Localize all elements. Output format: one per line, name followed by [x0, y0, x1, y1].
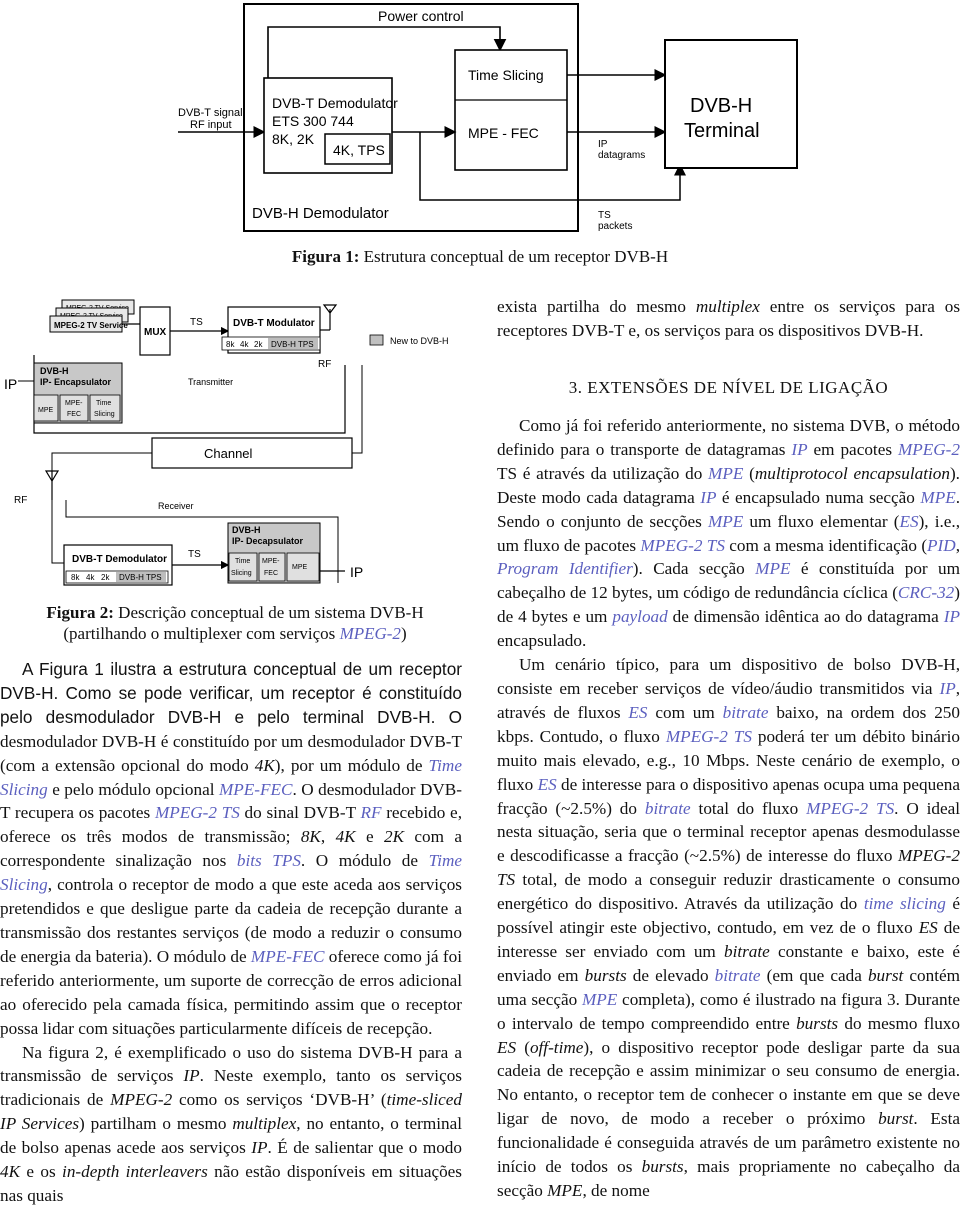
svg-text:IP: IP [350, 564, 364, 580]
svg-text:packets: packets [598, 221, 633, 232]
rf-input-label: RF input [190, 119, 232, 131]
svg-text:Receiver: Receiver [158, 501, 194, 511]
svg-text:DVB-H TPS: DVB-H TPS [271, 340, 314, 349]
svg-text:Terminal: Terminal [684, 120, 760, 142]
svg-text:4K, TPS: 4K, TPS [333, 142, 385, 158]
dvbt-signal-label: DVB-T signal [178, 107, 243, 119]
svg-text:8K, 2K: 8K, 2K [272, 131, 315, 147]
svg-text:DVB-H: DVB-H [40, 366, 69, 376]
svg-text:TS: TS [188, 549, 201, 560]
svg-text:TS: TS [190, 317, 203, 328]
svg-text:8k: 8k [71, 573, 80, 582]
svg-text:Time: Time [235, 558, 251, 565]
right-column-top-text: exista partilha do mesmo multiplex entre os serviços para os receptores DVB-T e, os serviços para os dispositivos DVB-H. [497, 297, 960, 340]
section-heading: 3. EXTENSÕES DE NÍVEL DE LIGAÇÃO [568, 378, 889, 397]
svg-text:DVB-T Demodulator: DVB-T Demodulator [272, 95, 398, 111]
svg-text:2k: 2k [101, 573, 110, 582]
figure-1-caption: Figura 1: Estrutura conceptual de um receptor DVB-H [291, 247, 669, 266]
svg-text:RF: RF [318, 359, 332, 370]
paragraph-figura1: A Figura 1 ilustra a estrutura conceptual de um receptor DVB-H. Como se pode verificar, um receptor é constituído pelo desmodulador DVB-H e pelo terminal DVB-H. O desmodulador DVB-H é constituído por um desmodulador DVB-T (com a extensão opcional do modo 4K), por um módulo de Time Slicing e pelo módulo opcional MPE-FEC. O desmodulador DVB-T recupera os pacotes MPEG-2 TS do sinal DVB-T RF recebido e, oferece os três modos de transmissão; 8K, 4K e 2K com a correspondente sinalização nos bits TPS. O módulo de Time Slicing, controla o receptor de modo a que este aceda aos serviços pretendidos e que desligue parte da cadeia de recepção durante a transmissão dos restantes serviços (de modo a reduzir o consumo de energia da bateria). O módulo de MPE-FEC oferece como já foi referido anteriormente, um suporte de correcção de erros adicional ao oferecido pela camada física, permitindo assim que o receptor possa lidar com situações particularmente difíceis de recepção. [0, 659, 463, 1038]
svg-text:DVB-T Modulator: DVB-T Modulator [233, 318, 315, 329]
paragraph-figura2: Na figura 2, é exemplificado o uso do sistema DVB-H para a transmissão de serviços IP. Neste exemplo, tanto os serviços tradicionais de MPEG-2 como os serviços ‘DVB-H’ (time-sliced IP Services) partilham o mesmo multiplex, no entanto, o terminal de bolso apenas acede aos serviços IP. É de salientar que o modo 4K e os in-depth interleavers não estão disponíveis em situações nas quais [0, 1042, 463, 1205]
svg-text:Slicing: Slicing [231, 570, 252, 577]
svg-text:2k: 2k [254, 340, 263, 349]
figure-1-diagram [150, 0, 810, 242]
svg-text:IP: IP [598, 139, 608, 150]
figure-2 [0, 295, 470, 595]
left-column-text [0, 658, 462, 1208]
svg-text:DVB-T Demodulator: DVB-T Demodulator [72, 554, 167, 565]
svg-text:MUX: MUX [144, 327, 167, 338]
svg-text:FEC: FEC [67, 411, 81, 418]
svg-text:8k: 8k [226, 340, 235, 349]
svg-text:Slicing: Slicing [94, 411, 115, 418]
figure-1 [150, 0, 810, 242]
svg-text:DVB-H: DVB-H [690, 95, 753, 117]
svg-text:IP- Decapsulator: IP- Decapsulator [232, 536, 304, 546]
figure-2-caption: Figura 2: Descrição conceptual de um sistema DVB-H (partilhando o multiplexer com serviços MPEG-2) [46, 603, 424, 643]
svg-text:MPE-: MPE- [65, 400, 83, 407]
right-column-text [497, 414, 960, 1203]
svg-text:Transmitter: Transmitter [188, 377, 234, 387]
svg-text:New to DVB-H: New to DVB-H [390, 336, 449, 346]
svg-text:ETS 300 744: ETS 300 744 [272, 113, 354, 129]
svg-text:4k: 4k [86, 573, 95, 582]
svg-text:TS: TS [598, 210, 611, 221]
svg-text:datagrams: datagrams [598, 150, 646, 161]
svg-text:DVB-H: DVB-H [232, 525, 261, 535]
svg-text:RF: RF [14, 495, 28, 506]
svg-text:MPE: MPE [38, 407, 54, 414]
svg-text:MPE-: MPE- [262, 558, 280, 565]
svg-text:FEC: FEC [264, 570, 278, 577]
svg-text:MPEG-2 TV Service: MPEG-2 TV Service [54, 321, 128, 330]
svg-text:Channel: Channel [204, 446, 253, 461]
dvbh-demodulator-label: DVB-H Demodulator [252, 205, 389, 222]
svg-text:DVB-H TPS: DVB-H TPS [119, 573, 162, 582]
power-control-label: Power control [378, 8, 464, 24]
svg-text:IP: IP [4, 376, 18, 392]
svg-text:MPE: MPE [292, 564, 308, 571]
time-slicing-label: Time Slicing [468, 67, 544, 83]
svg-text:IP- Encapsulator: IP- Encapsulator [40, 377, 112, 387]
paragraph-mpe: Como já foi referido anteriormente, no sistema DVB, o método definido para o transporte de datagramas IP em pacotes MPEG-2 TS é através da utilização do MPE (multiprotocol encapsulation). Deste modo cada datagrama IP é encapsulado numa secção MPE. Sendo o conjunto de secções MPE um fluxo elementar (ES), i.e., um fluxo de pacotes MPEG-2 TS com a mesma identificação (PID, Program Identifier). Cada secção MPE é constituída por um cabeçalho de 12 bytes, um código de redundância cíclica (CRC-32) de 4 bytes e um payload de dimensão idêntica ao do datagrama IP encapsulado. [497, 416, 960, 651]
figure-2-diagram [0, 295, 470, 595]
svg-text:4k: 4k [240, 340, 249, 349]
svg-text:Time: Time [96, 400, 112, 407]
mpe-fec-label: MPE - FEC [468, 125, 539, 141]
paragraph-bolso: Um cenário típico, para um dispositivo de bolso DVB-H, consiste em receber serviços de vídeo/áudio transmitidos via IP, através de fluxos ES com um bitrate baixo, na ordem dos 250 kbps. Contudo, o fluxo MPEG-2 TS poderá ter um débito binário muito mais elevado, e.g., 10 Mbps. Neste cenário de exemplo, o fluxo ES de interesse para o dispositivo apenas ocupa uma pequena fracção (~2.5%) do bitrate total do fluxo MPEG-2 TS. O ideal nesta situação, seria que o terminal receptor apenas desmodulasse e descodificasse a fracção (~2.5%) de interesse do fluxo MPEG-2 TS total, de modo a conseguir reduzir drasticamente o consumo energético do dispositivo. Através da utilização do time slicing é possível atingir este objectivo, contudo, em vez de o fluxo ES de interesse ser enviado com um bitrate constante e baixo, este é enviado em bursts de elevado bitrate (em que cada burst contém uma secção MPE completa), como é ilustrado na figura 3. Durante o intervalo de tempo compreendido entre bursts do mesmo fluxo ES (off-time), o dispositivo receptor pode desligar parte da sua cadeia de recepção e assim minimizar o seu consumo de energia. No entanto, o receptor tem de conhecer o instante em que se deve ligar de novo, de modo a receber o próximo burst. Esta funcionalidade é conseguida através de um parâmetro existente no início de todos os bursts, mais propriamente no cabeçalho da secção MPE, de nome [497, 655, 960, 1200]
